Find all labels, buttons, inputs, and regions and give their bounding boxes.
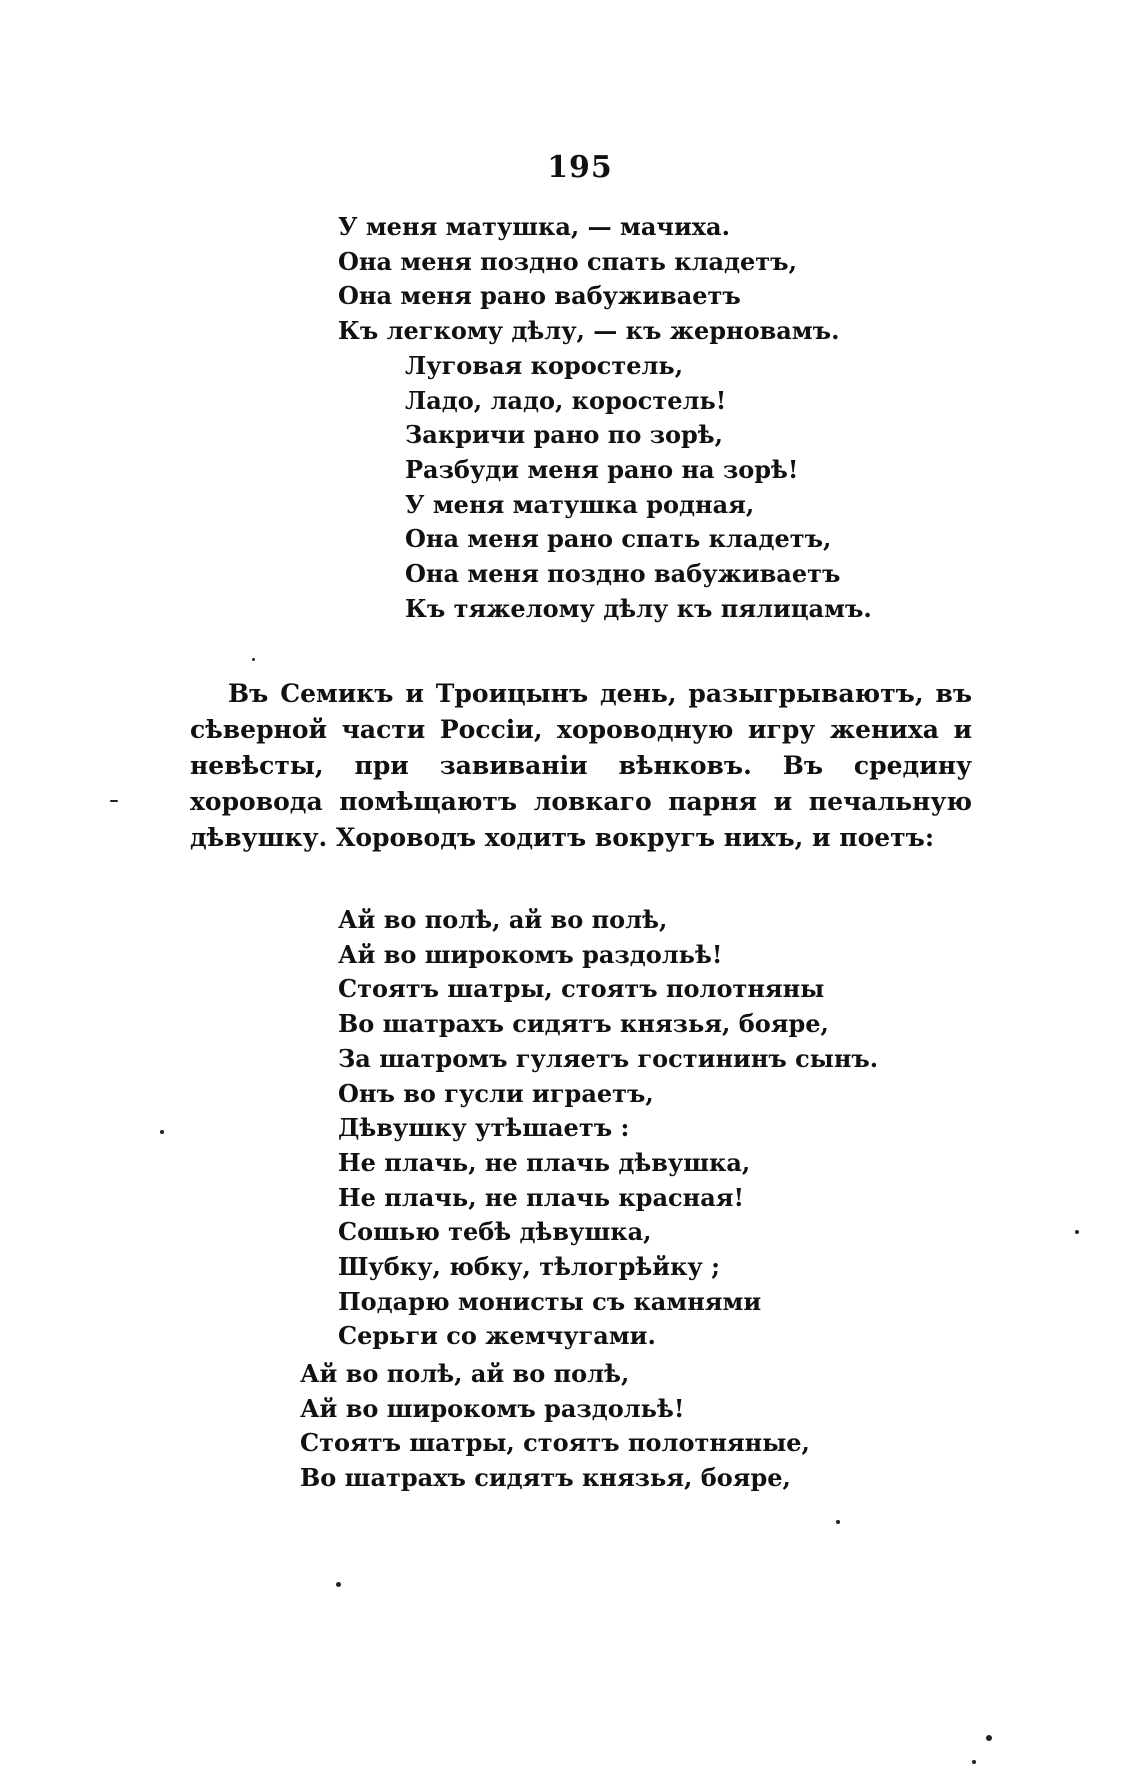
verse-line: Ай во полѣ, ай во полѣ, <box>300 1359 630 1388</box>
verse-line: Стоятъ шатры, стоятъ полотняные, <box>300 1428 810 1458</box>
verse-line: У меня матушка родная, <box>405 489 755 519</box>
verse-stanza-3 <box>300 1357 810 1496</box>
verse-line: Къ легкому дѣлу, — къ жерновамъ. <box>338 316 840 346</box>
scan-speck <box>110 800 118 802</box>
prose-paragraph: Въ Семикъ и Троицынъ день, разыгрываютъ, въ сѣверной части Россіи, хороводную игру жениха и невѣсты, при завиваніи вѣнковъ. Въ средину хоровода помѣщаютъ ловкаго парня и печальную дѣвушку. Хороводъ ходитъ вокругъ нихъ, и поетъ: <box>190 679 972 852</box>
scan-speck <box>1075 1230 1079 1234</box>
verse-line: Разбуди меня рано на зорѣ! <box>405 454 799 484</box>
verse-line: Ай во широкомъ раздольѣ! <box>338 939 723 969</box>
verse-line: Во шатрахъ сидятъ князья, бояре, <box>300 1463 791 1493</box>
verse-line: Она меня поздно спать кладетъ, <box>338 246 797 276</box>
verse-line: Стоятъ шатры, стоятъ полотняны <box>338 974 825 1004</box>
verse-line: У меня матушка, — мачиха. <box>338 212 730 241</box>
scan-speck <box>160 1130 164 1134</box>
page-number: 195 <box>547 150 613 185</box>
verse-line: Ай во широкомъ раздольѣ! <box>300 1393 685 1423</box>
verse-line: Дѣвушку утѣшаетъ : <box>338 1113 630 1143</box>
verse-line: Она меня рано вабуживаетъ <box>338 281 741 311</box>
verse-line: Серьги со жемчугами. <box>338 1321 656 1351</box>
scan-speck <box>336 1582 341 1587</box>
scan-speck <box>252 658 255 661</box>
verse-line: Къ тяжелому дѣлу къ пялицамъ. <box>405 593 872 623</box>
verse-line: Онъ во гусли играетъ, <box>338 1078 654 1108</box>
verse-line: Не плачь, не плачь красная! <box>338 1182 745 1212</box>
verse-line: Она меня поздно вабуживаетъ <box>405 559 841 589</box>
verse-line: Ладо, ладо, коростель! <box>405 385 727 415</box>
verse-line: Сошью тебѣ дѣвушка, <box>338 1217 652 1247</box>
verse-stanza-2 <box>338 903 878 1354</box>
verse-line: Ай во полѣ, ай во полѣ, <box>338 905 668 934</box>
verse-line: Шубку, юбку, тѣлогрѣйку ; <box>338 1252 720 1282</box>
verse-line: Подарю монисты съ камнями <box>338 1286 762 1316</box>
scan-speck <box>986 1735 992 1741</box>
verse-line: Во шатрахъ сидятъ князья, бояре, <box>338 1009 829 1039</box>
verse-line: За шатромъ гуляетъ гостининъ сынъ. <box>338 1043 879 1073</box>
verse-line: Она меня рано спать кладетъ, <box>405 524 832 554</box>
verse-stanza-1 <box>338 210 872 626</box>
verse-line: Луговая коростель, <box>405 350 684 380</box>
verse-line: Не плачь, не плачь дѣвушка, <box>338 1147 751 1177</box>
scan-speck <box>972 1760 976 1764</box>
scan-speck <box>836 1520 840 1524</box>
verse-line: Закричи рано по зорѣ, <box>405 420 724 450</box>
